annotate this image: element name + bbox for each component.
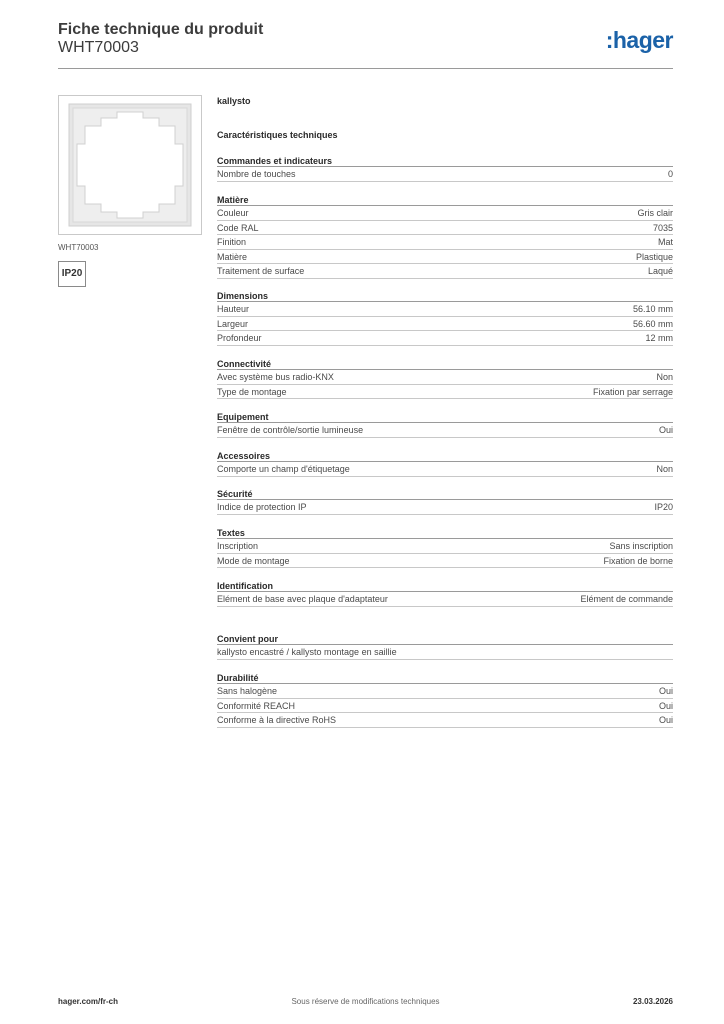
spec-section <box>217 450 673 477</box>
spec-label: Code RAL <box>217 222 259 233</box>
section-title: Textes <box>217 527 673 539</box>
page-footer <box>58 997 673 1011</box>
spec-row <box>217 370 673 385</box>
spec-row <box>217 317 673 332</box>
spec-section <box>217 633 673 660</box>
spec-value: Non <box>656 372 673 382</box>
spec-value: Oui <box>658 686 673 696</box>
footer-website: hager.com/fr-ch <box>58 997 119 1006</box>
spec-label: Fenêtre de contrôle/sortie lumineuse <box>217 425 364 435</box>
spec-label: Largeur <box>217 318 249 329</box>
image-caption: WHT70003 <box>58 243 99 252</box>
spec-value: Fixation de borne <box>603 555 673 566</box>
spec-section <box>217 290 673 346</box>
spec-row <box>217 385 673 400</box>
section-title: Matière <box>217 194 673 206</box>
spec-row <box>217 592 673 607</box>
spec-row <box>217 264 673 279</box>
spec-row <box>217 645 673 660</box>
section-title: Equipement <box>217 411 673 423</box>
spec-value: Laqué <box>647 266 673 277</box>
spec-label: Nombre de touches <box>217 169 296 179</box>
spec-row <box>217 462 673 477</box>
spec-value: 56.10 mm <box>632 304 673 314</box>
spec-label: Indice de protection IP <box>217 502 307 512</box>
spec-value: Non <box>656 464 673 474</box>
section-title: Identification <box>217 580 673 592</box>
spec-row <box>217 699 673 714</box>
spec-section <box>217 358 673 399</box>
spec-value: Oui <box>658 700 673 711</box>
section-title: Dimensions <box>217 290 673 302</box>
product-reference: WHT70003 <box>58 39 139 56</box>
product-image <box>58 95 202 235</box>
spec-label: Inscription <box>217 541 259 551</box>
document-title: Fiche technique du produit <box>58 21 264 38</box>
spec-row <box>217 500 673 515</box>
spec-label: Elément de base avec plaque d'adaptateur <box>217 594 388 604</box>
spec-row <box>217 554 673 569</box>
spec-value: IP20 <box>654 502 673 512</box>
product-brand: kallysto <box>217 96 251 106</box>
section-title: Accessoires <box>217 450 673 462</box>
section-title: Commandes et indicateurs <box>217 155 673 167</box>
spec-value: Plastique <box>635 251 673 262</box>
section-title: Convient pour <box>217 633 673 645</box>
spec-row <box>217 684 673 699</box>
footer-date: 23.03.2026 <box>632 997 673 1006</box>
cover-frame-icon <box>59 96 201 234</box>
spec-row <box>217 331 673 346</box>
spec-section <box>217 411 673 438</box>
spec-label: kallysto encastré / kallysto montage en saillie <box>217 647 397 657</box>
spec-value: Oui <box>658 715 673 726</box>
spec-value: Gris clair <box>637 208 673 218</box>
spec-value: Elément de commande <box>580 594 673 604</box>
spec-section <box>217 194 673 279</box>
spec-value: 0 <box>667 169 673 179</box>
section-title: Connectivité <box>217 358 673 370</box>
section-title: Sécurité <box>217 488 673 500</box>
footer-disclaimer: Sous réserve de modifications techniques <box>291 997 440 1006</box>
spec-row <box>217 206 673 221</box>
hager-logo: :hager <box>605 27 673 53</box>
spec-row <box>217 250 673 265</box>
page-header <box>58 21 673 69</box>
spec-section <box>217 580 673 607</box>
ip-rating-badge: IP20 <box>58 261 86 287</box>
spec-row <box>217 221 673 236</box>
spec-label: Mode de montage <box>217 555 290 566</box>
spec-section <box>217 155 673 182</box>
spec-value: Oui <box>658 425 673 435</box>
section-title: Durabilité <box>217 672 673 684</box>
spec-value: 12 mm <box>645 333 673 344</box>
spec-value: Mat <box>657 237 673 248</box>
spec-row <box>217 539 673 554</box>
spec-section <box>217 672 673 728</box>
spec-label: Hauteur <box>217 304 250 314</box>
spec-value: 56.60 mm <box>632 318 673 329</box>
spec-label: Avec système bus radio-KNX <box>217 372 334 382</box>
spec-label: Matière <box>217 251 248 262</box>
spec-row <box>217 423 673 438</box>
spec-label: Traitement de surface <box>217 266 305 277</box>
spec-label: Sans halogène <box>217 686 278 696</box>
spec-label: Type de montage <box>217 386 287 397</box>
spec-label: Conforme à la directive RoHS <box>217 715 337 726</box>
spec-label: Finition <box>217 237 247 248</box>
spec-section <box>217 488 673 515</box>
spec-label: Couleur <box>217 208 249 218</box>
spec-row <box>217 302 673 317</box>
spec-value: Sans inscription <box>609 541 673 551</box>
spec-heading: Caractéristiques techniques <box>217 130 338 140</box>
spec-row <box>217 167 673 182</box>
spec-row <box>217 713 673 728</box>
spec-label: Conformité REACH <box>217 700 296 711</box>
spec-value: Fixation par serrage <box>592 386 673 397</box>
spec-value: 7035 <box>652 222 673 233</box>
spec-label: Comporte un champ d'étiquetage <box>217 464 350 474</box>
spec-label: Profondeur <box>217 333 262 344</box>
spec-section <box>217 527 673 568</box>
spec-row <box>217 235 673 250</box>
